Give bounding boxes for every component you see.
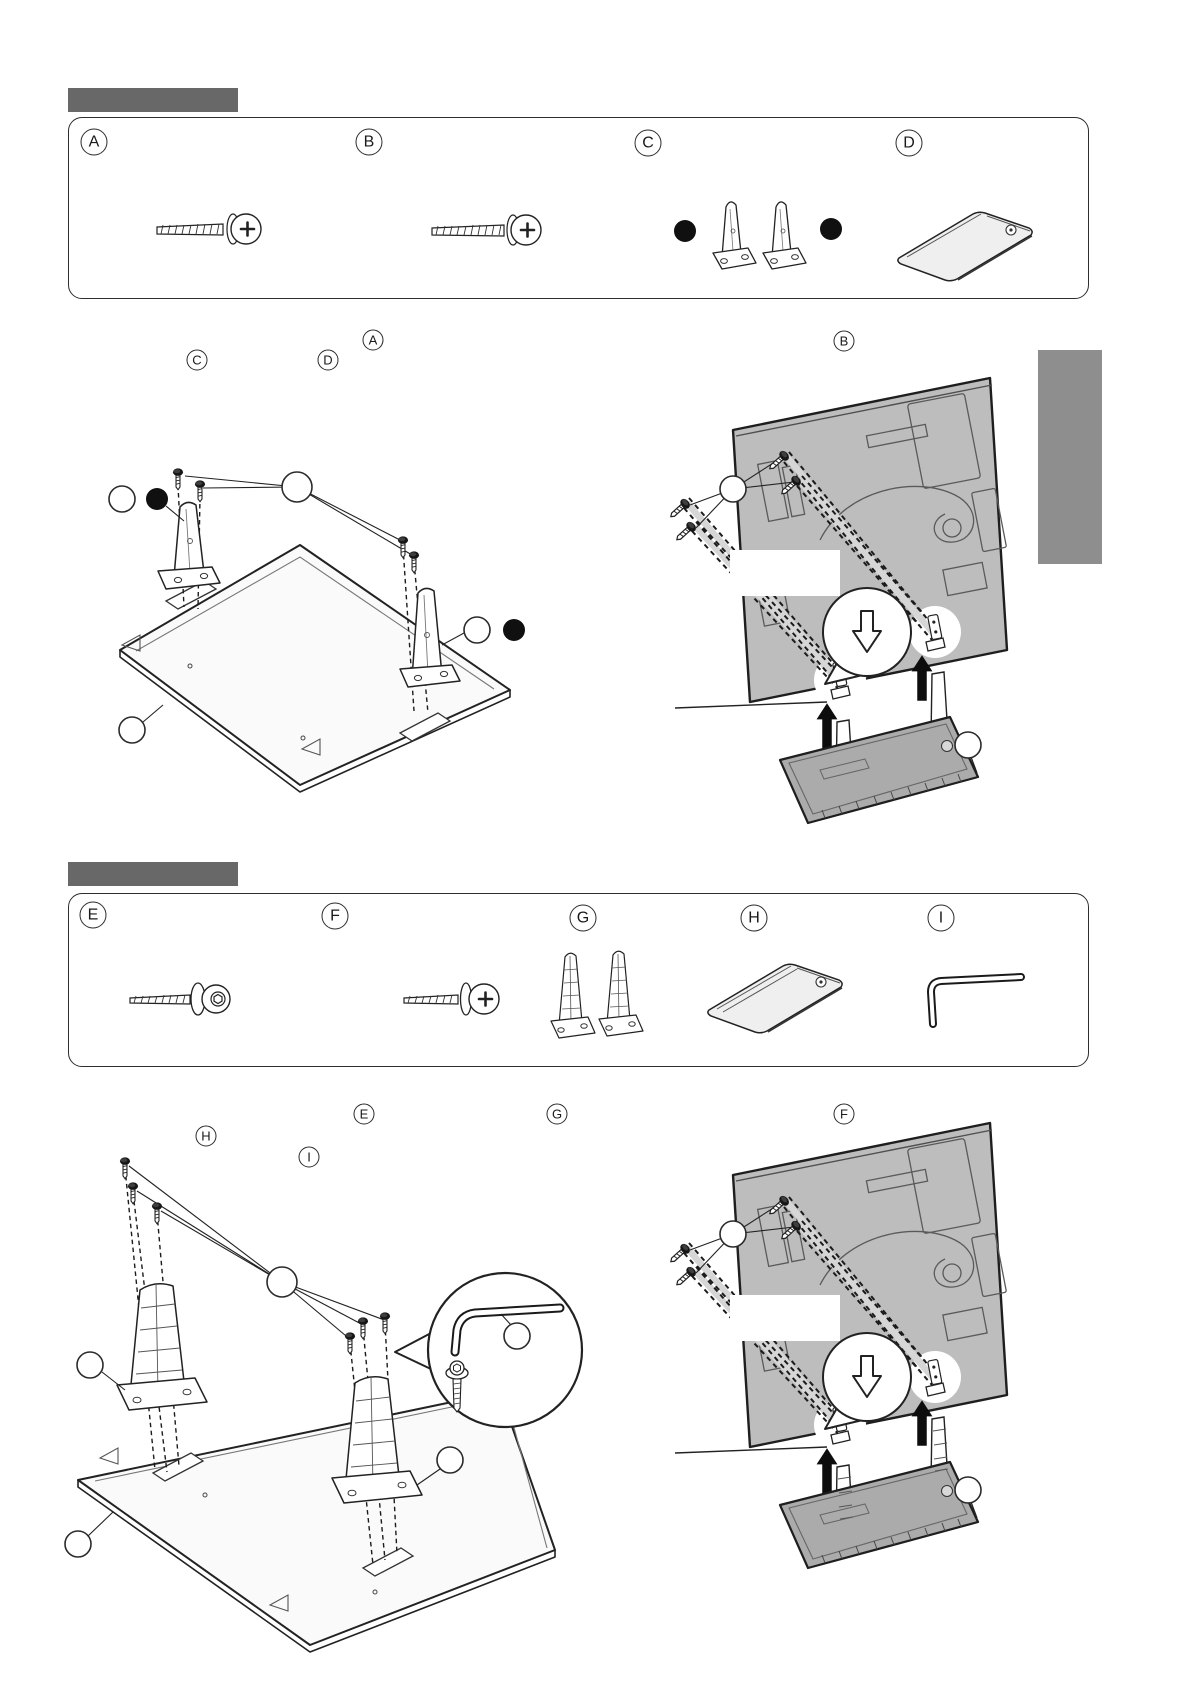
section2-header-bar — [68, 862, 238, 886]
instruction-ref-c: C — [187, 350, 208, 371]
left-post — [117, 1284, 207, 1410]
part-label-d: D — [896, 130, 923, 157]
hex-wrench-icon — [921, 970, 1031, 1032]
black-dot — [820, 218, 842, 240]
callout-circle — [77, 1352, 103, 1378]
instruction-ref-e: E — [354, 1104, 375, 1125]
callout-circle — [437, 1447, 463, 1473]
screw-with-washer-icon — [396, 973, 516, 1029]
instruction-ref-a: A — [363, 330, 384, 351]
part-label-f: F — [322, 903, 349, 930]
stand-base-icon — [883, 200, 1043, 288]
part-label-g: G — [570, 905, 597, 932]
instruction-ref-g: G — [547, 1104, 568, 1125]
callout-circle — [109, 486, 135, 512]
callout-circle — [504, 1323, 530, 1349]
part-label-i: I — [928, 905, 955, 932]
instruction-ref-i: I — [299, 1147, 320, 1168]
callout-circle — [119, 717, 145, 743]
callout-circle — [464, 617, 490, 643]
section1-header-bar — [68, 88, 238, 112]
instruction-ref-h: H — [196, 1126, 217, 1147]
black-dot-marker — [146, 488, 168, 510]
part-label-b: B — [356, 129, 383, 156]
part-label-a: A — [81, 129, 108, 156]
stand-base-icon — [693, 952, 853, 1040]
diagram-attach-posts-type2 — [55, 1140, 600, 1675]
section1-parts-box — [68, 117, 1089, 299]
part-label-c: C — [635, 130, 662, 157]
black-dot-marker — [503, 619, 525, 641]
left-leg — [158, 502, 220, 589]
diagram-attach-legs-type1 — [70, 423, 540, 803]
instruction-ref-b: B — [834, 331, 855, 352]
page-edge-tab — [1038, 350, 1102, 564]
hex-wrench-detail-balloon — [395, 1273, 582, 1427]
diagram-attach-tv-type1 — [615, 370, 1040, 830]
diagram-attach-tv-type2 — [615, 1115, 1040, 1575]
section2-parts-box — [68, 893, 1089, 1067]
part-label-e: E — [80, 902, 107, 929]
bolt-with-washer-icon — [126, 973, 256, 1029]
pedestal-posts-icon — [541, 946, 651, 1046]
instruction-ref-f: F — [834, 1104, 855, 1125]
callout-circle — [282, 472, 312, 502]
callout-circle — [65, 1531, 91, 1557]
black-dot — [674, 220, 696, 242]
pedestal-legs-icon — [671, 189, 846, 284]
callout-circle — [267, 1267, 297, 1297]
screw-icon — [428, 204, 548, 260]
instruction-ref-d: D — [318, 350, 339, 371]
screw-icon — [151, 203, 271, 259]
part-label-h: H — [741, 905, 768, 932]
